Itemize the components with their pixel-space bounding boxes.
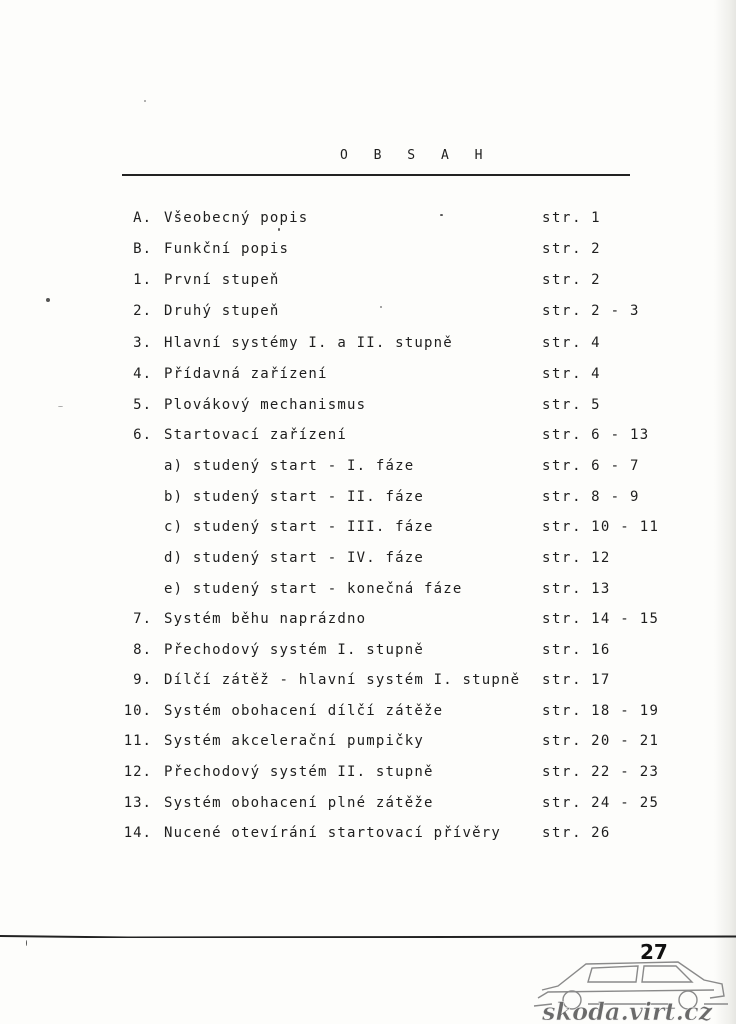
toc-entry-title: Přechodový systém I. stupně: [164, 642, 424, 658]
toc-entry-number: 1.: [133, 272, 152, 288]
toc-entry-page-ref: [542, 667, 611, 693]
toc-entry-page-ref: [542, 422, 650, 448]
toc-entry: [0, 484, 736, 510]
page-number: 27: [640, 940, 668, 964]
page-prefix-label: str.: [542, 672, 583, 688]
speck: [144, 100, 146, 102]
toc-entry: [0, 759, 736, 785]
speck: [26, 940, 27, 946]
toc-entry-page: 4: [591, 366, 601, 382]
toc-entry-number: 6.: [133, 427, 152, 443]
page-prefix-label: str.: [542, 519, 583, 535]
speck: [278, 228, 280, 231]
toc-entry-number: 11.: [123, 733, 152, 749]
page-prefix-label: str.: [542, 581, 583, 597]
toc-entry-page-ref: [542, 637, 611, 663]
toc-entry: [0, 361, 736, 387]
toc-entry-page-ref: [542, 606, 659, 632]
toc-entry-page-ref: [542, 453, 640, 479]
page-prefix-label: str.: [542, 642, 583, 658]
toc-entry-title: Startovací zařízení: [164, 427, 347, 443]
speck: [440, 214, 443, 216]
toc-entry-number: 10.: [123, 703, 152, 719]
toc-entry-page: 1: [591, 210, 601, 226]
footer-rule: [0, 935, 736, 938]
toc-entry-page: 20 - 21: [591, 733, 660, 749]
toc-entry-page-ref: [542, 298, 640, 324]
page-prefix-label: str.: [542, 210, 583, 226]
toc-entry: [0, 236, 736, 262]
toc-entry: [0, 728, 736, 754]
page-prefix-label: str.: [542, 303, 583, 319]
toc-entry-number: 8.: [133, 642, 152, 658]
page-prefix-label: str.: [542, 795, 583, 811]
page-prefix-label: str.: [542, 703, 583, 719]
toc-entry-page: 2: [591, 272, 601, 288]
page-prefix-label: str.: [542, 825, 583, 841]
toc-entry-title: Dílčí zátěž - hlavní systém I. stupně: [164, 672, 521, 688]
page-title: O B S A H: [340, 148, 492, 163]
toc-entry-number: 9.: [133, 672, 152, 688]
toc-entry-title: Všeobecný popis: [164, 210, 309, 226]
toc-entry-page: 14 - 15: [591, 611, 660, 627]
toc-entry-page-ref: [542, 698, 659, 724]
speck: [46, 298, 50, 302]
toc-entry-title: e) studený start - konečná fáze: [164, 581, 463, 597]
toc-entry-title: Hlavní systémy I. a II. stupně: [164, 335, 453, 351]
toc-entry-page: 2 - 3: [591, 303, 640, 319]
toc-entry-title: Systém obohacení dílčí zátěže: [164, 703, 444, 719]
toc-entry-page: 6 - 7: [591, 458, 640, 474]
page-prefix-label: str.: [542, 241, 583, 257]
toc-entry: [0, 790, 736, 816]
toc-entry-page: 5: [591, 397, 601, 413]
toc-entry-title: Systém obohacení plné zátěže: [164, 795, 434, 811]
toc-entry-page-ref: [542, 576, 611, 602]
page-prefix-label: str.: [542, 397, 583, 413]
page-edge-shadow: [714, 0, 736, 1024]
page-prefix-label: str.: [542, 366, 583, 382]
page-prefix-label: str.: [542, 550, 583, 566]
toc-entry-title: Přídavná zařízení: [164, 366, 328, 382]
toc-entry: [0, 545, 736, 571]
toc-entry-page-ref: [542, 267, 601, 293]
toc-entry: [0, 698, 736, 724]
toc-entry-page: 10 - 11: [591, 519, 660, 535]
toc-entry-number: 2.: [133, 303, 152, 319]
toc-entry-title: První stupeň: [164, 272, 280, 288]
toc-entry: [0, 514, 736, 540]
toc-entry-page-ref: [542, 759, 659, 785]
toc-entry-page: 24 - 25: [591, 795, 660, 811]
toc-entry-page: 12: [591, 550, 611, 566]
toc-entry: [0, 205, 736, 231]
page-prefix-label: str.: [542, 335, 583, 351]
toc-entry: [0, 330, 736, 356]
toc-entry-page: 2: [591, 241, 601, 257]
title-underline: [122, 174, 630, 176]
toc-entry-page: 22 - 23: [591, 764, 660, 780]
toc-entry-page: 8 - 9: [591, 489, 640, 505]
toc-entry-title: Funkční popis: [164, 241, 290, 257]
toc-entry-page-ref: [542, 820, 611, 846]
toc-entry-number: 12.: [123, 764, 152, 780]
toc-entry: [0, 392, 736, 418]
toc-entry-page-ref: [542, 728, 659, 754]
toc-entry-number: 7.: [133, 611, 152, 627]
toc-entry-page-ref: [542, 790, 659, 816]
toc-entry-page: 17: [591, 672, 611, 688]
toc-entry-title: Systém akcelerační pumpičky: [164, 733, 424, 749]
toc-entry-page-ref: [542, 484, 640, 510]
toc-entry-title: Systém běhu naprázdno: [164, 611, 367, 627]
toc-entry: [0, 667, 736, 693]
page-prefix-label: str.: [542, 764, 583, 780]
speck: [58, 406, 63, 407]
toc-entry-title: Plovákový mechanismus: [164, 397, 367, 413]
page-prefix-label: str.: [542, 427, 583, 443]
toc-entry: [0, 637, 736, 663]
toc-entry-title: c) studený start - III. fáze: [164, 519, 434, 535]
toc-entry-number: 3.: [133, 335, 152, 351]
toc-entry-number: 13.: [123, 795, 152, 811]
page-prefix-label: str.: [542, 733, 583, 749]
toc-entry: [0, 267, 736, 293]
toc-entry-page: 4: [591, 335, 601, 351]
toc-entry: [0, 576, 736, 602]
toc-entry-number: 5.: [133, 397, 152, 413]
toc-entry-title: Přechodový systém II. stupně: [164, 764, 434, 780]
toc-entry-page-ref: [542, 514, 659, 540]
page-prefix-label: str.: [542, 458, 583, 474]
toc-entry-page-ref: [542, 205, 601, 231]
toc-entry-page-ref: [542, 330, 601, 356]
toc-entry-page-ref: [542, 236, 601, 262]
page-prefix-label: str.: [542, 489, 583, 505]
toc-entry: [0, 820, 736, 846]
toc-entry-number: 14.: [123, 825, 152, 841]
toc-entry-page: 16: [591, 642, 611, 658]
toc-entry-title: Druhý stupeň: [164, 303, 280, 319]
toc-entry: [0, 606, 736, 632]
toc-entry-title: d) studený start - IV. fáze: [164, 550, 424, 566]
toc-entry-title: Nucené otevírání startovací přívěry: [164, 825, 502, 841]
toc-entry-title: a) studený start - I. fáze: [164, 458, 415, 474]
toc-entry-number: B.: [133, 241, 152, 257]
toc-entry-page: 26: [591, 825, 611, 841]
toc-entry-page: 13: [591, 581, 611, 597]
toc-entry-page-ref: [542, 361, 601, 387]
toc-entry-page: 6 - 13: [591, 427, 650, 443]
toc-entry-page-ref: [542, 545, 611, 571]
toc-entry-page: 18 - 19: [591, 703, 660, 719]
page-prefix-label: str.: [542, 611, 583, 627]
toc-entry: [0, 298, 736, 324]
toc-entry-number: 4.: [133, 366, 152, 382]
toc-entry: [0, 422, 736, 448]
page-prefix-label: str.: [542, 272, 583, 288]
toc-entry-title: b) studený start - II. fáze: [164, 489, 424, 505]
speck: [380, 306, 382, 308]
watermark-text: skoda.virt.cz: [542, 997, 713, 1024]
toc-entry-number: A.: [133, 210, 152, 226]
toc-entry-page-ref: [542, 392, 601, 418]
toc-entry: [0, 453, 736, 479]
watermark-logo: [528, 946, 736, 1024]
